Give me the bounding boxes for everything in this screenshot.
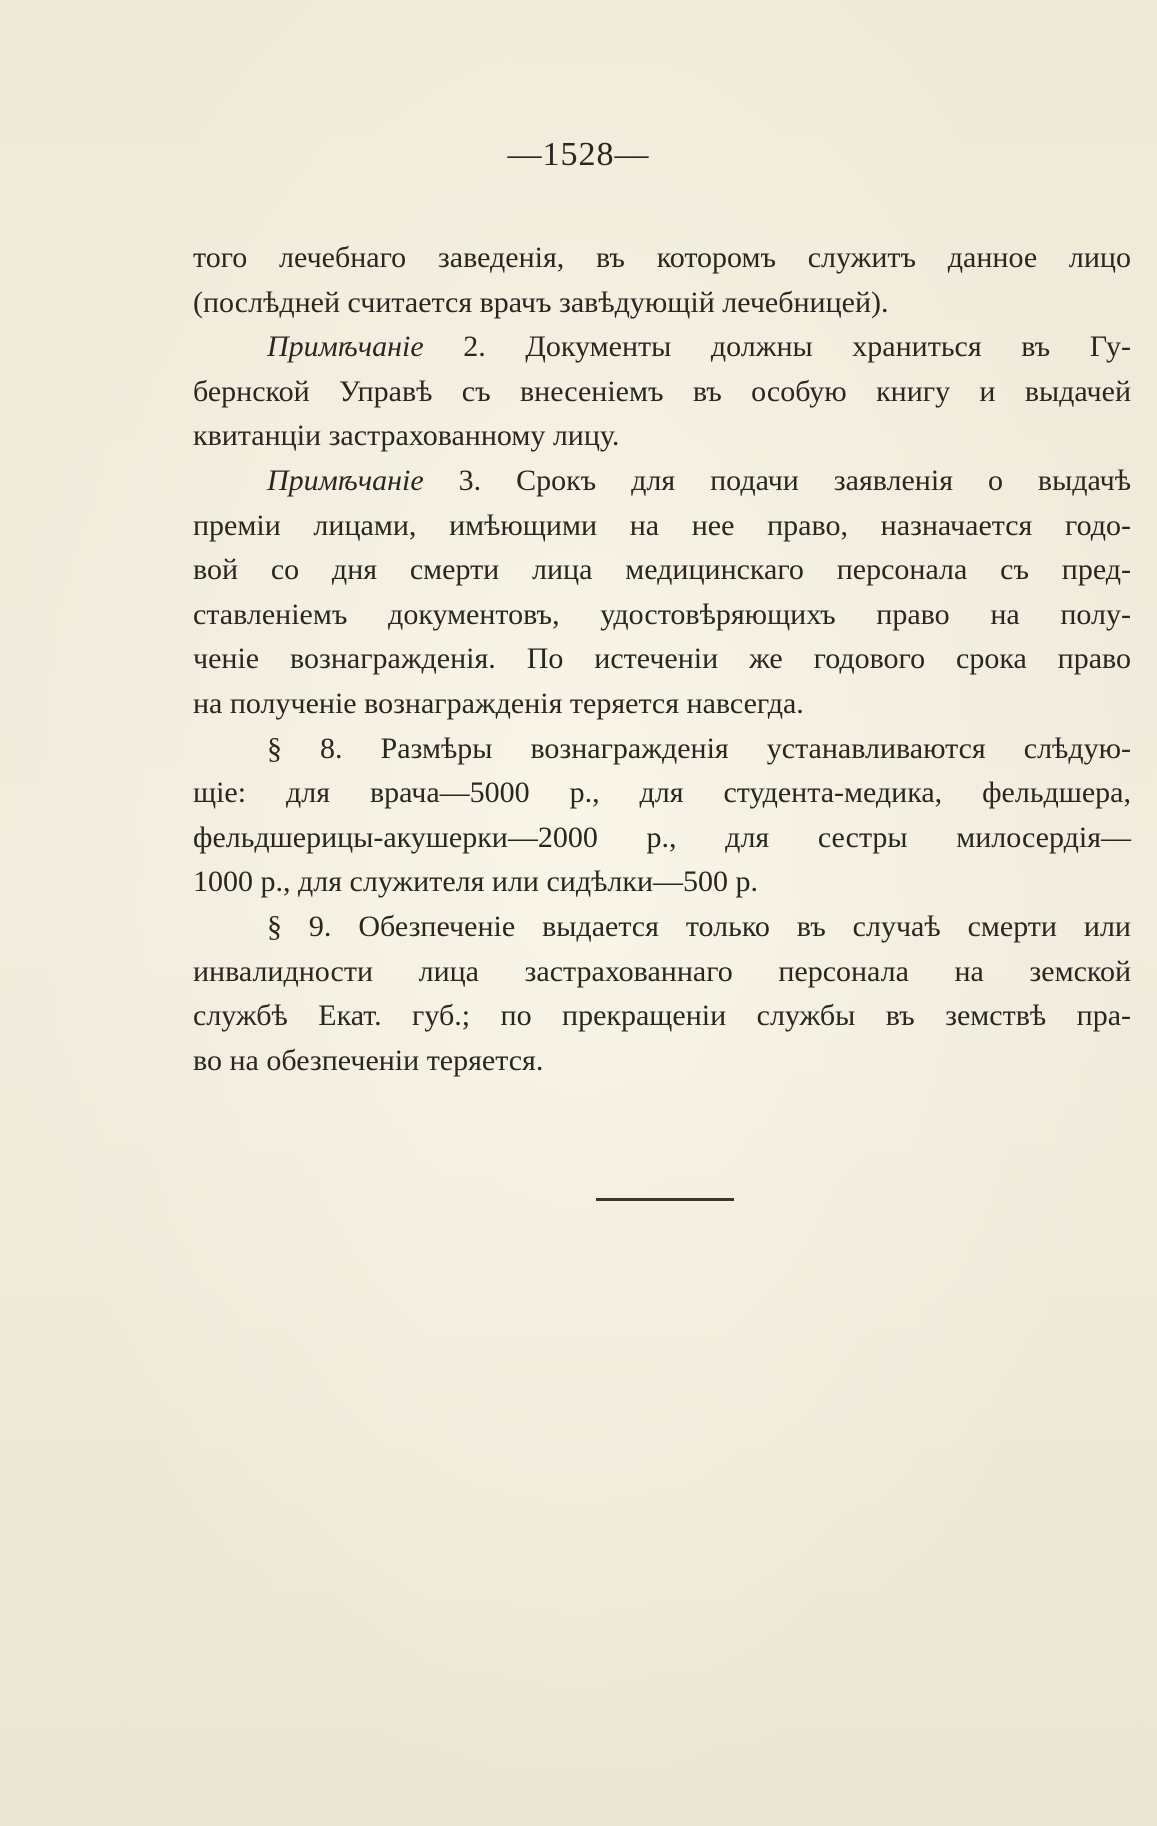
line-text: щіе: для врача—5000 р., для студента-медика, фельдшера, [193, 776, 1131, 810]
line-text: на полученіе вознагражденія теряется навсегда. [193, 686, 804, 720]
text-line [193, 727, 1131, 772]
end-rule [596, 1198, 734, 1201]
text-line [193, 1039, 1131, 1084]
line-text: преміи лицами, имѣющими на нее право, назначается годо- [193, 508, 1131, 542]
line-text: 1000 р., для служителя или сидѣлки—500 р. [193, 865, 759, 899]
line-text: того лечебнаго заведенія, въ которомъ служитъ данное лицо [193, 241, 1131, 274]
text-line [193, 593, 1131, 638]
line-text: (послѣдней считается врачъ завѣдующій лечебницей). [193, 285, 889, 319]
text-line [193, 994, 1131, 1039]
line-text: бернской Управѣ съ внесеніемъ въ особую книгу и выдачей [193, 374, 1131, 408]
text-line [193, 816, 1131, 861]
line-text: 3. Срокъ для подачи заявленія о выдачѣ [423, 463, 1131, 497]
line-text: квитанціи застрахованному лицу. [193, 419, 620, 453]
line-text: службѣ Екат. губ.; по прекращеніи службы въ земствѣ пра- [193, 999, 1131, 1033]
text-line [193, 950, 1131, 995]
text-line [193, 236, 1131, 281]
text-line [193, 281, 1131, 326]
text-line [193, 370, 1131, 415]
text-line [193, 548, 1131, 593]
line-text: § 9. Обезпеченіе выдается только въ случаѣ смерти или [267, 909, 1131, 943]
text-line [193, 905, 1131, 950]
line-text: 2. Документы должны храниться въ Гу- [423, 330, 1131, 364]
line-text: инвалидности лица застрахованнаго персонала на земской [193, 954, 1131, 988]
text-line [193, 504, 1131, 549]
text-line [193, 414, 1131, 459]
line-text: во на обезпеченіи теряется. [193, 1043, 544, 1077]
text-line [193, 325, 1131, 370]
text-line [193, 682, 1131, 727]
note-label: Примѣчаніе [267, 463, 424, 497]
text-line [193, 459, 1131, 504]
line-text: ченіе вознагражденія. По истеченіи же годового срока право [193, 642, 1131, 676]
text-line [193, 637, 1131, 682]
line-text: § 8. Размѣры вознагражденія устанавливаются слѣдую- [267, 731, 1131, 765]
note-label: Примѣчаніе [267, 330, 424, 364]
line-text: фельдшерицы-акушерки—2000 р., для сестры милосердія— [193, 820, 1131, 854]
line-text: вой со дня смерти лица медицинскаго персонала съ пред- [193, 553, 1131, 587]
body-text [193, 236, 1131, 1083]
text-line [193, 771, 1131, 816]
page-number: —1528— [507, 136, 650, 173]
line-text: ставленіемъ документовъ, удостовѣряющихъ право на полу- [193, 597, 1131, 631]
text-line [193, 860, 1131, 905]
